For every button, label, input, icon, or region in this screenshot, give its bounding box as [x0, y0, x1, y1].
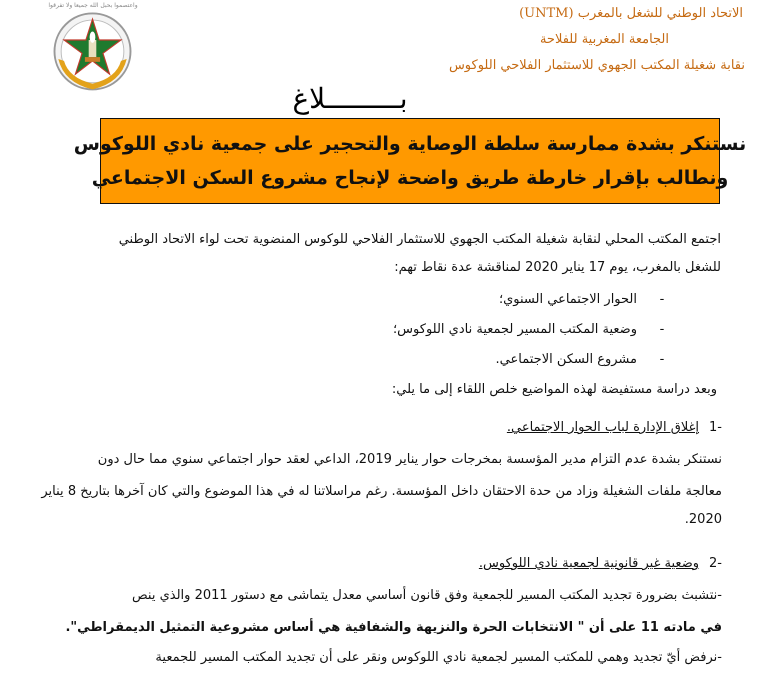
bullet-dash: - — [659, 292, 665, 307]
section-number: -2 — [709, 556, 722, 571]
logo-motto: واعتصموا بحبل الله جميعا ولا تفرقوا — [48, 2, 138, 9]
section-1-line-1: نستنكر بشدة عدم التزام مدير المؤسسة بمخرجات حوار يناير 2019، الداعي لعقد حوار اجتماعي سنوي مما حال دون — [97, 452, 722, 467]
intro-line-1: اجتمع المكتب المحلي لنقابة شغيلة المكتب الجهوي للاستثمار الفلاحي للوكوس المنضوية تحت لواء الاتحاد الوطني — [118, 232, 721, 247]
section-1-line-2: معالجة ملفات الشغيلة وزاد من حدة الاحتقان داخل المؤسسة. رغم مراسلاتنا له في هذا الموضوع والتي كان آخرها بتاريخ 8 يناير — [41, 484, 722, 499]
bullet-dash: - — [659, 322, 665, 337]
conclusion-intro: وبعد دراسة مستفيضة لهذه المواضيع خلص اللقاء إلى ما يلي: — [391, 382, 717, 397]
section-heading-text: إغلاق الإدارة لباب الحوار الاجتماعي. — [506, 420, 700, 435]
bullet-dash: - — [659, 352, 665, 367]
section-heading — [507, 420, 722, 435]
section-2-line-2: في مادته 11 على أن " الانتخابات الحرة والنزيهة والشفافية هي أساس مشروعية التمثيل الديمقراطي". — [65, 620, 722, 635]
headline-banner — [73, 118, 747, 204]
agenda-item-text: الحوار الاجتماعي السنوي؛ — [498, 292, 637, 307]
intro-line-2: للشغل بالمغرب، يوم 17 يناير 2020 لمناقشة عدة نقاط تهم: — [394, 260, 721, 275]
letterhead-union-name: الاتحاد الوطني للشغل بالمغرب (UNTM) — [519, 6, 743, 21]
section-heading — [479, 556, 722, 571]
section-number: -1 — [709, 420, 722, 435]
letterhead-syndicate: نقابة شغيلة المكتب الجهوي للاستثمار الفلاحي اللوكوس — [448, 58, 745, 73]
banner-line-1: نستنكر بشدة ممارسة سلطة الوصاية والتحجير على جمعية نادي اللوكوس — [73, 133, 747, 155]
banner-line-2: ونطالب بإقرار خارطة طريق واضحة لإنجاح مشروع السكن الاجتماعي — [91, 167, 729, 189]
section-1-line-3: 2020. — [684, 512, 722, 527]
section-heading-text: وضعية غير قانونية لجمعية نادي اللوكوس. — [478, 556, 700, 571]
union-logo-icon — [45, 2, 140, 97]
agenda-item — [496, 352, 687, 367]
document-title: بـــــــــلاغ — [292, 82, 408, 115]
section-2-line-3: -نرفض أيّ تجديد وهمي للمكتب المسير لجمعية نادي اللوكوس ونقر على أن تجديد المكتب المسير للجمعية — [155, 650, 722, 665]
letterhead-federation: الجامعة المغربية للفلاحة — [539, 32, 669, 47]
agenda-item-text: وضعية المكتب المسير لجمعية نادي اللوكوس؛ — [393, 322, 637, 337]
agenda-item-text: مشروع السكن الاجتماعي. — [495, 352, 637, 367]
agenda-item — [393, 322, 687, 337]
section-2-line-1: -نتشبث بضرورة تجديد المكتب المسير للجمعية وفق قانون أساسي معدل يتماشى مع دستور 2011 والذي ينص — [131, 588, 722, 603]
agenda-item — [499, 292, 687, 307]
